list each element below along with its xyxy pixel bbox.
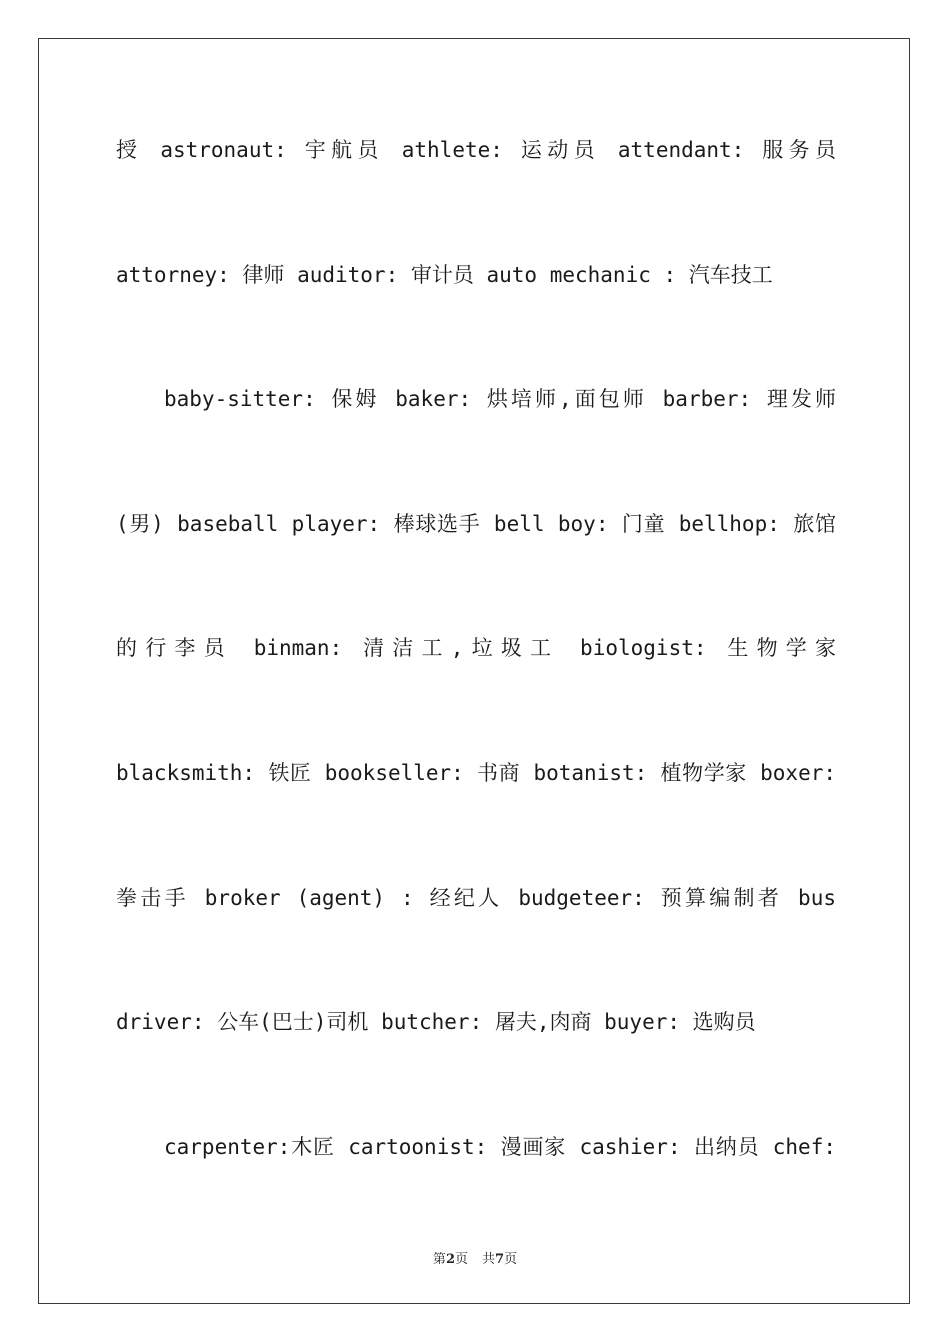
page-number-total: 7 [495, 1252, 505, 1267]
text-line-5: 的行李员 binman: 清洁工,垃圾工 biologist: 生物学家 [116, 636, 836, 661]
text-line-4: (男) baseball player: 棒球选手 bell boy: 门童 bellhop: 旅馆 [116, 511, 836, 536]
page-number-current: 2 [445, 1252, 455, 1267]
page-number-suffix: 页 [454, 1252, 468, 1267]
text-line-6: blacksmith: 铁匠 bookseller: 书商 botanist: 植物学家 boxer: [116, 760, 836, 785]
page-footer [0, 1248, 950, 1267]
text-line-8: driver: 公车(巴士)司机 butcher: 屠夫,肉商 buyer: 选购员 [116, 1010, 756, 1035]
text-line-1: 授 astronaut: 宇航员 athlete: 运动员 attendant: 服务员 [116, 138, 836, 162]
text-line-9: carpenter:木匠 cartoonist: 漫画家 cashier: 出纳员 chef: [164, 1134, 836, 1159]
text-line-2: attorney: 律师 auditor: 审计员 auto mechanic : 汽车技工 [116, 262, 773, 287]
text-line-3: baby-sitter: 保姆 baker: 烘培师,面包师 barber: 理发师 [164, 387, 836, 412]
page-total-prefix: 共 [482, 1252, 496, 1267]
page-total-suffix: 页 [504, 1252, 518, 1267]
text-line-7: 拳击手 broker (agent) : 经纪人 budgeteer: 预算编制者 bus [116, 885, 836, 910]
page-number-prefix: 第 [432, 1252, 446, 1267]
document-body [116, 120, 836, 1241]
